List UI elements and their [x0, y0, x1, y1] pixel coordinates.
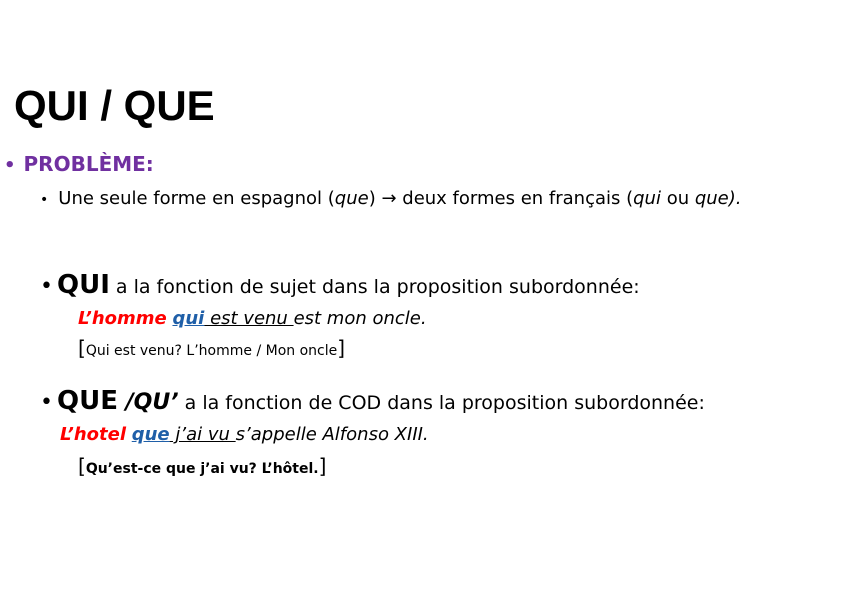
qui-example-rest: est mon oncle. — [293, 308, 427, 329]
que-example-subject: L’hotel — [60, 424, 126, 445]
bullet-icon: • — [4, 155, 16, 176]
qui-example-pronoun: qui — [172, 308, 205, 329]
que-rule — [40, 386, 705, 416]
problem-heading — [4, 152, 154, 176]
qui-rule — [40, 270, 640, 300]
qui-keyword: QUI — [56, 270, 110, 300]
qu-keyword: /QU’ — [117, 390, 179, 415]
que-keyword: QUE — [56, 386, 118, 416]
detail-qui: qui — [633, 188, 661, 209]
qui-description: a la fonction de sujet dans la proposition subordonnée: — [109, 276, 640, 298]
problem-label: PROBLÈME: — [23, 152, 154, 176]
qui-note — [78, 336, 345, 360]
que-example — [60, 424, 429, 445]
que-note-text: Qu’est-ce que j’ai vu? L’hôtel. — [85, 461, 319, 477]
bracket-close: ] — [318, 454, 327, 478]
bracket-open: [ — [78, 454, 86, 478]
que-description: a la fonction de COD dans la proposition subordonnée: — [178, 392, 705, 414]
bullet-icon: • — [40, 390, 53, 415]
que-example-rest: s’appelle Alfonso XIII. — [235, 424, 429, 445]
slide-title: QUI / QUE — [14, 82, 215, 129]
arrow-right-icon: → — [381, 188, 397, 209]
que-example-pronoun: que — [131, 424, 170, 445]
qui-note-text: Qui est venu? L’homme / Mon oncle — [85, 343, 338, 359]
detail-text-2: ) — [368, 188, 382, 209]
bracket-close: ] — [337, 336, 346, 360]
detail-text-1: Une seule forme en espagnol ( — [58, 188, 335, 209]
bullet-icon: • — [40, 274, 53, 299]
qui-example-clause: est venu — [204, 308, 294, 329]
detail-text-4: ou — [660, 188, 695, 209]
qui-example — [78, 308, 427, 329]
que-note — [78, 454, 326, 478]
bullet-icon: • — [40, 192, 49, 208]
problem-detail — [40, 188, 742, 209]
detail-que: que — [334, 188, 369, 209]
bracket-open: [ — [78, 336, 86, 360]
qui-example-subject: L’homme — [78, 308, 167, 329]
detail-que-2: que). — [694, 188, 742, 209]
detail-text-3: deux formes en français ( — [396, 188, 634, 209]
que-example-clause: j’ai vu — [169, 424, 236, 445]
